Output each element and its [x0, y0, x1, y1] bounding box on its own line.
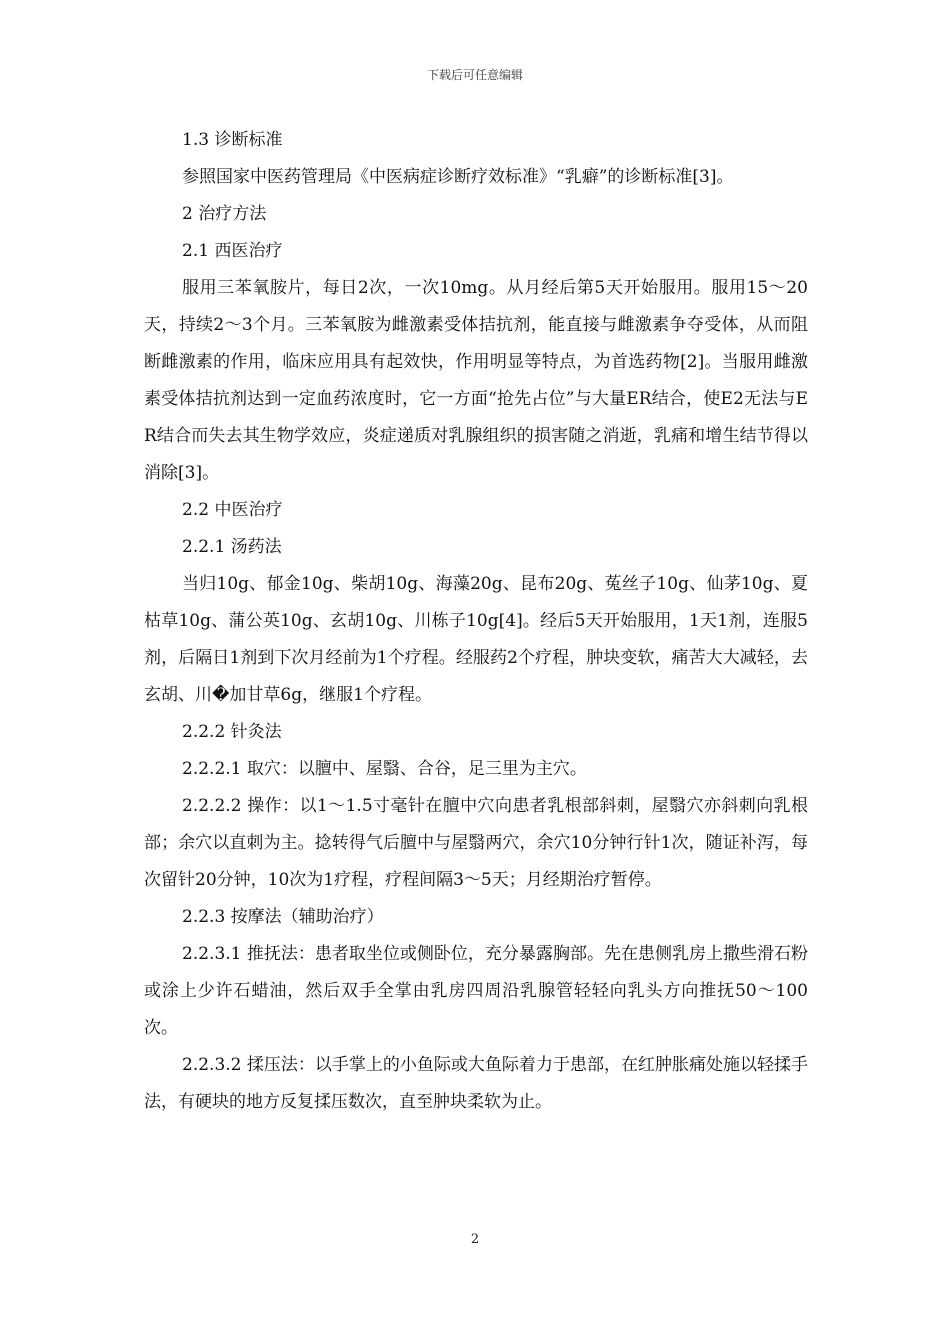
paragraph-diagnosis: 参照国家中医药管理局《中医病症诊断疗效标准》“乳癖”的诊断标准[3]。: [182, 167, 734, 187]
page-number: 2: [470, 1232, 480, 1247]
paragraph-acupuncture-operation: 2.2.2.2 操作：以1～1.5寸毫针在膻中穴向患者乳根部斜刺，屋翳穴亦斜刺向乳根部；余穴以直刺为主。捻转得气后膻中与屋翳两穴，余穴10分钟行针1次，随证补泻，每次留针20分钟，10次为1疗程，疗程间隔3～5天；月经期治疗暂停。: [144, 796, 808, 890]
section-heading-2-2-1: 2.2.1 汤药法: [182, 537, 282, 557]
paragraph-decoction: 当归10g、郁金10g、柴胡10g、海藻20g、昆布20g、菟丝子10g、仙茅10g、夏枯草10g、蒲公英10g、玄胡10g、川栋子10g[4]。经后5天开始服用，1天1剂，连服5剂，后隔日1剂到下次月经前为1个疗程。经服药2个疗程，肿块变软，痛苦大大减轻，去玄胡、川�加甘草6g，继服1个疗程。: [144, 574, 808, 705]
section-heading-1-3: 1.3 诊断标准: [182, 130, 283, 150]
page-header: 下载后可任意编辑: [426, 68, 523, 82]
section-heading-2-2-2: 2.2.2 针灸法: [182, 722, 282, 742]
paragraph-acupoints: 2.2.2.1 取穴：以膻中、屋翳、合谷，足三里为主穴。: [182, 759, 587, 779]
section-heading-2-2: 2.2 中医治疗: [182, 500, 283, 520]
section-heading-2-1: 2.1 西医治疗: [182, 241, 283, 261]
paragraph-western-treatment: 服用三苯氧胺片，每日2次，一次10mg。从月经后第5天开始服用。服用15～20天，持续2～3个月。三苯氧胺为雌激素受体拮抗剂，能直接与雌激素争夺受体，从而阻断雌激素的作用，临床应用具有起效快，作用明显等特点，为首选药物[2]。当服用雌激素受体拮抗剂达到一定血药浓度时，它一方面“抢先占位”与大量ER结合，使E2无法与ER结合而失去其生物学效应，炎症递质对乳腺组织的损害随之消逝，乳痛和增生结节得以消除[3]。: [144, 278, 808, 483]
section-heading-2: 2 治疗方法: [182, 204, 267, 224]
paragraph-kneading-method: 2.2.3.2 揉压法：以手掌上的小鱼际或大鱼际着力于患部，在红肿胀痛处施以轻揉手法，有硬块的地方反复揉压数次，直至肿块柔软为止。: [144, 1055, 808, 1112]
paragraph-stroking-method: 2.2.3.1 推抚法：患者取坐位或侧卧位，充分暴露胸部。先在患侧乳房上撒些滑石粉或涂上少许石蜡油，然后双手全掌由乳房四周沿乳腺管轻轻向乳头方向推抚50～100次。: [144, 944, 808, 1038]
section-heading-2-2-3: 2.2.3 按摩法（辅助治疗）: [182, 907, 384, 927]
document-body: [144, 122, 808, 1121]
